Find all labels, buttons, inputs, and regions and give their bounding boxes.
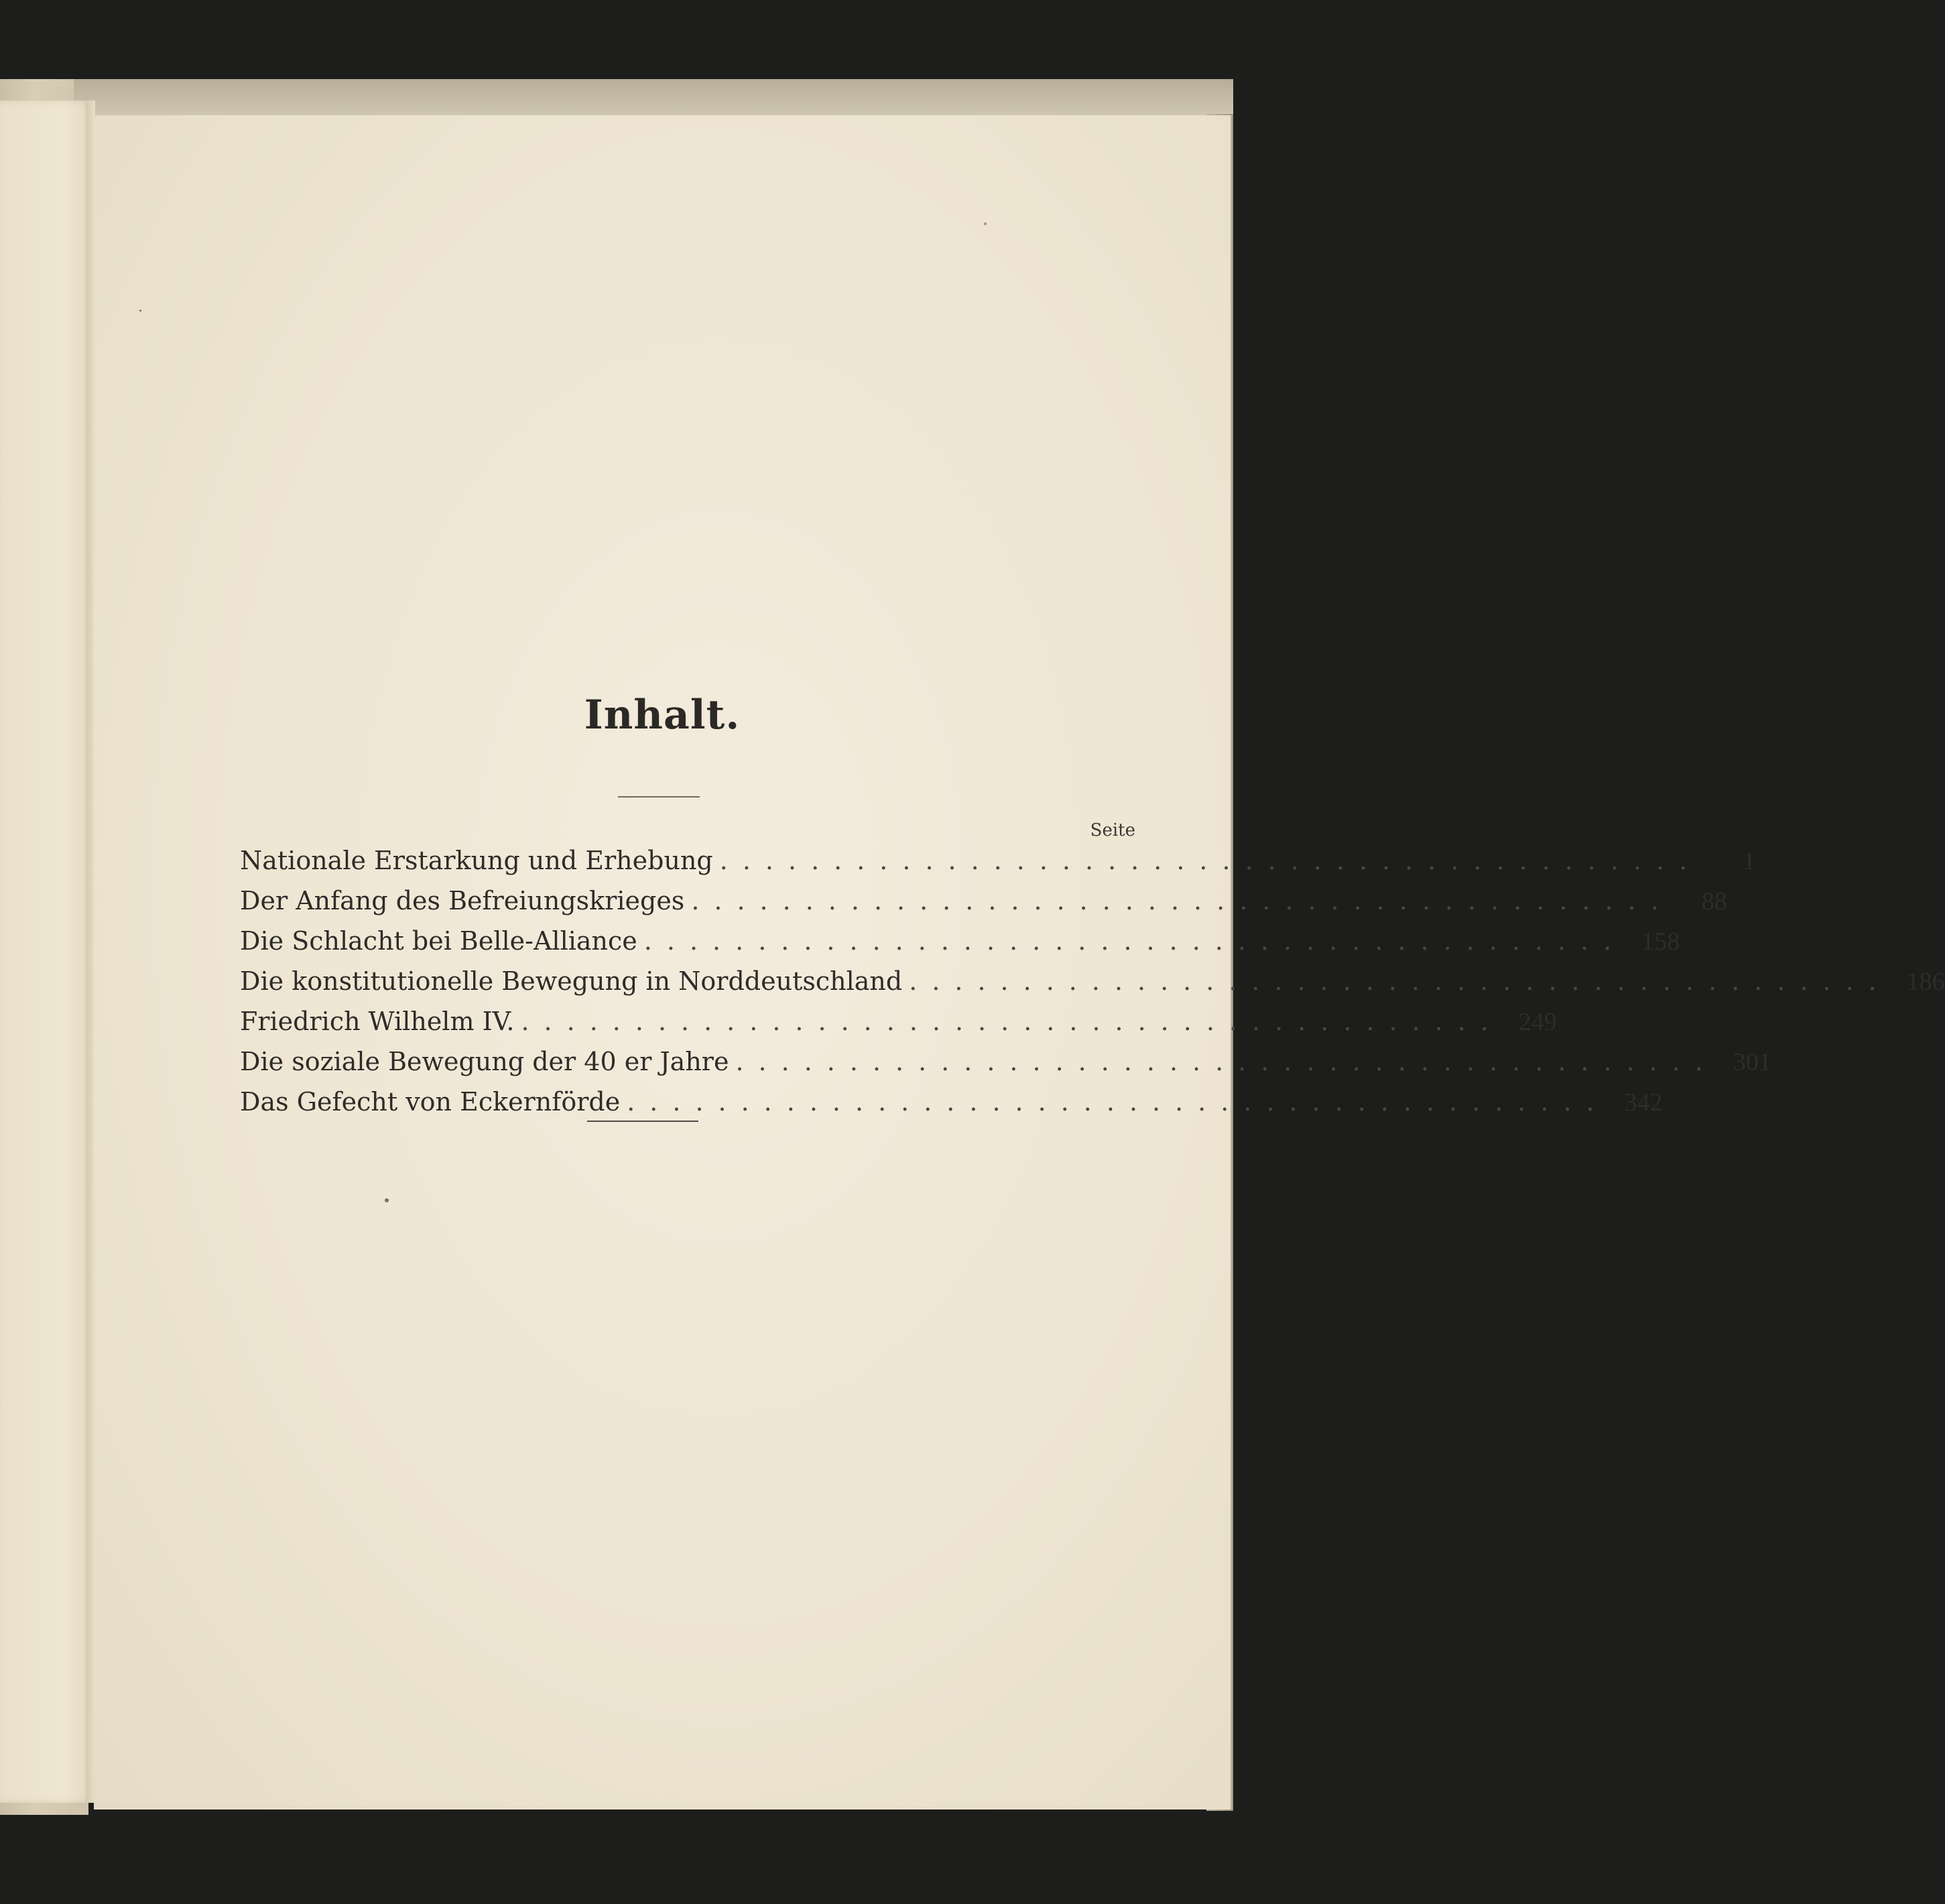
toc-entry-title: Der Anfang des Befreiungskrieges (240, 886, 685, 915)
toc-entry-page: 1 (1743, 847, 1756, 875)
closing-divider (587, 1121, 698, 1122)
toc-leader-dots: ........................................... (909, 966, 1891, 996)
page-title: Inhalt. (584, 692, 741, 739)
title-divider (618, 796, 700, 798)
toc-leader-dots: ........................................... (735, 1047, 1718, 1076)
toc-leader-dots: ........................................... (627, 1087, 1609, 1117)
toc-leader-dots: ........................................... (719, 846, 1702, 875)
book-page (94, 115, 1945, 1810)
toc-entry-title: Die konstitutionelle Bewegung in Norddeutschland (240, 966, 903, 996)
toc-entry-page: 301 (1733, 1048, 1771, 1076)
toc-entry (240, 846, 1756, 886)
toc-entry (240, 966, 1945, 1007)
toc-leader-dots: ........................................... (521, 1007, 1503, 1036)
page-column-label: Seite (1090, 820, 1135, 840)
book-cover-top (74, 79, 1233, 119)
toc-entry (240, 886, 1727, 926)
toc-entry-page: 186 (1906, 968, 1945, 996)
toc-entry-page: 249 (1518, 1008, 1557, 1036)
toc-entry-page: 88 (1701, 887, 1727, 915)
toc-entry-page: 342 (1624, 1088, 1663, 1117)
paper-speck (385, 1198, 389, 1202)
left-page-edge (0, 101, 92, 1803)
toc-entry-title: Die Schlacht bei Belle-Alliance (240, 926, 637, 956)
toc-leader-dots: ........................................... (691, 886, 1674, 915)
toc-entry-title: Das Gefecht von Eckernförde (240, 1087, 621, 1117)
toc-entry-title: Nationale Erstarkung und Erhebung (240, 846, 713, 875)
toc-leader-dots: ........................................... (643, 926, 1627, 956)
toc-entry-page: 158 (1641, 928, 1680, 956)
table-of-contents (240, 846, 1945, 1127)
toc-entry (240, 1007, 1557, 1047)
toc-entry (240, 926, 1680, 966)
toc-entry-title: Die soziale Bewegung der 40 er Jahre (240, 1047, 729, 1076)
paper-speck (139, 310, 141, 312)
toc-entry (240, 1047, 1771, 1087)
paper-speck (984, 223, 987, 225)
toc-entry-title: Friedrich Wilhelm IV. (240, 1007, 515, 1036)
